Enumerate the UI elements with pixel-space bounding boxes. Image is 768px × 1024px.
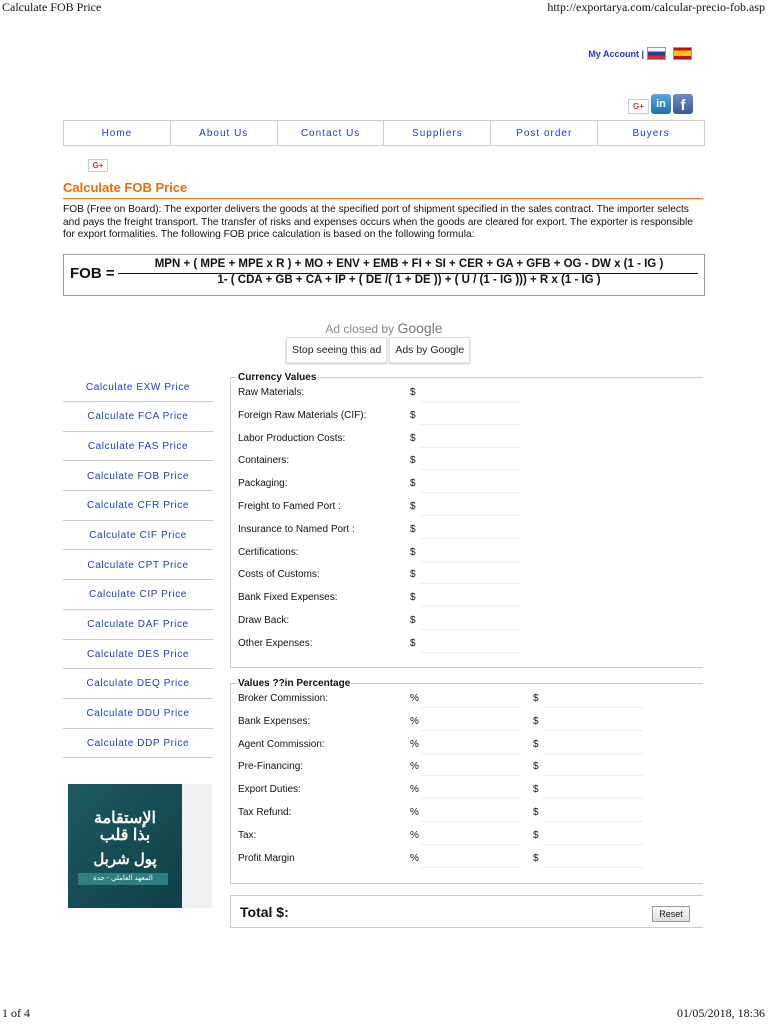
russian-flag-icon[interactable] bbox=[647, 47, 666, 60]
dollar-sign: $ bbox=[533, 761, 539, 773]
sidebar-item-ddu[interactable]: Calculate DDU Price bbox=[63, 700, 213, 729]
profit-margin-percent-input[interactable] bbox=[420, 850, 520, 868]
dollar-sign: $ bbox=[410, 569, 416, 581]
percent-sign: % bbox=[410, 715, 419, 727]
google-logo: Google bbox=[397, 320, 443, 336]
my-account-link[interactable]: My Account | bbox=[588, 48, 644, 59]
percentage-row-bank-expenses bbox=[231, 712, 703, 735]
containers-input[interactable] bbox=[420, 452, 520, 470]
dollar-sign: $ bbox=[410, 455, 416, 467]
percent-sign: % bbox=[410, 761, 419, 773]
currency-values-group bbox=[230, 372, 703, 668]
print-page-number: 1 of 4 bbox=[2, 1006, 30, 1020]
title-divider bbox=[63, 198, 703, 199]
field-label: Costs of Customs: bbox=[238, 569, 320, 581]
broker-commission-percent-input[interactable] bbox=[420, 690, 520, 708]
field-label: Bank Fixed Expenses: bbox=[238, 592, 338, 604]
field-label: Containers: bbox=[238, 455, 290, 467]
field-label: Export Duties: bbox=[238, 784, 301, 796]
field-label: Packaging: bbox=[238, 478, 288, 490]
currency-row-costs-of-customs bbox=[231, 565, 703, 588]
currency-row-packaging bbox=[231, 474, 703, 497]
nav-suppliers[interactable]: Suppliers bbox=[384, 121, 491, 145]
field-label: Tax Refund: bbox=[238, 806, 292, 818]
currency-row-raw-materials bbox=[231, 383, 703, 406]
dollar-sign: $ bbox=[410, 637, 416, 649]
tax-percent-input[interactable] bbox=[420, 827, 520, 845]
bank-fixed-expenses-input[interactable] bbox=[420, 589, 520, 607]
ads-by-google-button[interactable]: Ads by Google bbox=[389, 337, 470, 363]
foreign-raw-materials-cif-input[interactable] bbox=[420, 407, 520, 425]
print-header bbox=[0, 0, 768, 16]
field-label: Draw Back: bbox=[238, 614, 290, 626]
stop-seeing-ad-button[interactable]: Stop seeing this ad bbox=[286, 337, 387, 363]
percent-sign: % bbox=[410, 852, 419, 864]
page-title: Calculate FOB Price bbox=[63, 180, 188, 195]
agent-commission-amount-output[interactable] bbox=[543, 736, 643, 754]
ad-banner-headline: الإستقامة بذا قلب bbox=[94, 810, 156, 844]
google-plus-icon[interactable]: G+ bbox=[628, 99, 649, 114]
fob-formula bbox=[63, 254, 705, 296]
currency-row-draw-back bbox=[231, 611, 703, 634]
currency-row-labor-production-costs bbox=[231, 429, 703, 452]
ad-buttons bbox=[286, 337, 470, 363]
dollar-sign: $ bbox=[533, 784, 539, 796]
field-label: Broker Commission: bbox=[238, 693, 329, 704]
broker-commission-amount-output[interactable] bbox=[543, 690, 643, 708]
percent-sign: % bbox=[410, 784, 419, 796]
freight-to-famed-port-input[interactable] bbox=[420, 498, 520, 516]
google-plus-share-icon[interactable]: G+ bbox=[88, 159, 108, 172]
total-bar bbox=[230, 895, 703, 928]
field-label: Other Expenses: bbox=[238, 637, 313, 649]
field-label: Pre-Financing: bbox=[238, 761, 304, 773]
labor-production-costs-input[interactable] bbox=[420, 430, 520, 448]
sidebar-item-des[interactable]: Calculate DES Price bbox=[63, 640, 213, 669]
sidebar-item-cip[interactable]: Calculate CIP Price bbox=[63, 581, 213, 610]
sidebar-item-ddp[interactable]: Calculate DDP Price bbox=[63, 729, 213, 758]
field-label: Tax: bbox=[238, 829, 257, 841]
percent-sign: % bbox=[410, 829, 419, 841]
percentage-row-pre-financing bbox=[231, 757, 703, 780]
percentage-row-agent-commission bbox=[231, 735, 703, 758]
bank-expenses-amount-output[interactable] bbox=[543, 713, 643, 731]
dollar-sign: $ bbox=[410, 592, 416, 604]
field-label: Profit Margin bbox=[238, 852, 295, 864]
field-label: Agent Commission: bbox=[238, 738, 325, 750]
nav-about-us[interactable]: About Us bbox=[171, 121, 278, 145]
insurance-to-named-port-input[interactable] bbox=[420, 521, 520, 539]
percentage-row-broker-commission bbox=[231, 689, 703, 712]
tax-refund-amount-output[interactable] bbox=[543, 804, 643, 822]
currency-row-foreign-raw-materials-cif bbox=[231, 406, 703, 429]
nav-buyers[interactable]: Buyers bbox=[632, 127, 670, 139]
sidebar bbox=[63, 373, 213, 759]
field-label: Bank Expenses: bbox=[238, 715, 311, 727]
facebook-icon[interactable]: f bbox=[673, 94, 693, 114]
dollar-sign: $ bbox=[533, 806, 539, 818]
nav-post-order[interactable]: Post order bbox=[491, 121, 598, 145]
dollar-sign: $ bbox=[533, 715, 539, 727]
ad-closed-text: Ad closed by bbox=[325, 322, 395, 336]
nav-contact-us[interactable]: Contact Us bbox=[278, 121, 385, 145]
field-label: Certifications: bbox=[238, 546, 299, 558]
sidebar-item-exw[interactable]: Calculate EXW Price bbox=[63, 373, 213, 402]
ad-banner-edge bbox=[182, 784, 212, 908]
percentage-row-profit-margin bbox=[231, 849, 703, 872]
pre-financing-amount-output[interactable] bbox=[543, 758, 643, 776]
currency-row-certifications bbox=[231, 543, 703, 566]
certifications-input[interactable] bbox=[420, 544, 520, 562]
percent-sign: % bbox=[410, 738, 419, 750]
spanish-flag-icon[interactable] bbox=[673, 47, 692, 60]
sidebar-item-daf[interactable]: Calculate DAF Price bbox=[63, 611, 213, 640]
percentage-values-legend: Values ??in Percentage bbox=[238, 678, 351, 689]
dollar-sign: $ bbox=[533, 852, 539, 864]
print-title: Calculate FOB Price bbox=[2, 0, 102, 14]
export-duties-percent-input[interactable] bbox=[420, 781, 520, 799]
costs-of-customs-input[interactable] bbox=[420, 566, 520, 584]
percentage-values-group bbox=[230, 678, 703, 884]
intro-text: FOB (Free on Board): The exporter delivers the goods at the specified port of shipment specified in the sales contract. The importer selects and pays the freight transport. The transfer of risks and expenses occurs when the goods are cleared for export. The exporter is responsible for export formalities. The following FOB price calculation is based on the following formula: bbox=[63, 204, 693, 240]
social-links bbox=[628, 94, 693, 114]
packaging-input[interactable] bbox=[420, 475, 520, 493]
sidebar-item-deq[interactable]: Calculate DEQ Price bbox=[63, 670, 213, 699]
percent-sign: % bbox=[410, 693, 419, 704]
draw-back-input[interactable] bbox=[420, 612, 520, 630]
reset-button[interactable]: Reset bbox=[652, 906, 690, 922]
print-datetime: 01/05/2018, 18:36 bbox=[676, 1006, 765, 1020]
sidebar-item-fca[interactable]: Calculate FCA Price bbox=[63, 403, 213, 432]
dollar-sign: $ bbox=[410, 432, 416, 444]
formula-label: FOB = bbox=[70, 265, 115, 282]
ad-banner-image[interactable] bbox=[68, 784, 182, 908]
total-label: Total $: bbox=[240, 904, 289, 920]
nav-home[interactable]: Home bbox=[64, 121, 171, 145]
dollar-sign: $ bbox=[410, 409, 416, 421]
dollar-sign: $ bbox=[410, 546, 416, 558]
dollar-sign: $ bbox=[533, 829, 539, 841]
field-label: Raw Materials: bbox=[238, 387, 305, 398]
formula-numerator: MPN + ( MPE + MPE x R ) + MO + ENV + EMB + FI + SI + CER + GA + GFB + OG - DW x (1 - IG ) bbox=[154, 258, 664, 270]
dollar-sign: $ bbox=[410, 478, 416, 490]
currency-row-bank-fixed-expenses bbox=[231, 588, 703, 611]
pre-financing-percent-input[interactable] bbox=[420, 758, 520, 776]
currency-row-containers bbox=[231, 451, 703, 474]
field-label: Foreign Raw Materials (CIF): bbox=[238, 409, 367, 421]
percentage-row-tax-refund bbox=[231, 803, 703, 826]
field-label: Freight to Famed Port : bbox=[238, 500, 341, 512]
dollar-sign: $ bbox=[410, 523, 416, 535]
main-nav bbox=[63, 120, 705, 146]
raw-materials-input[interactable] bbox=[420, 384, 520, 402]
currency-row-other-expenses bbox=[231, 634, 703, 657]
ad-banner-name: پول شربل bbox=[93, 851, 157, 868]
dollar-sign: $ bbox=[533, 738, 539, 750]
sidebar-item-cif[interactable]: Calculate CIF Price bbox=[63, 521, 213, 550]
profit-margin-amount-output[interactable] bbox=[543, 850, 643, 868]
dollar-sign: $ bbox=[410, 387, 416, 398]
sidebar-item-cpt[interactable]: Calculate CPT Price bbox=[63, 551, 213, 580]
dollar-sign: $ bbox=[410, 614, 416, 626]
agent-commission-percent-input[interactable] bbox=[420, 736, 520, 754]
dollar-sign: $ bbox=[410, 500, 416, 512]
print-url: http://exportarya.com/calcular-precio-fob.asp bbox=[547, 0, 765, 14]
currency-row-freight-to-famed-port bbox=[231, 497, 703, 520]
ad-banner-tag: المعهد العاملي - جدة bbox=[78, 873, 168, 885]
formula-denominator: 1- ( CDA + GB + CA + IP + ( DE /( 1 + DE )) + ( U / (1 - IG ))) + R x (1 - IG ) bbox=[217, 274, 601, 286]
tax-amount-output[interactable] bbox=[543, 827, 643, 845]
tax-refund-percent-input[interactable] bbox=[420, 804, 520, 822]
currency-values-legend: Currency Values bbox=[238, 372, 317, 383]
percent-sign: % bbox=[410, 806, 419, 818]
bank-expenses-percent-input[interactable] bbox=[420, 713, 520, 731]
print-footer bbox=[0, 1006, 768, 1024]
field-label: Labor Production Costs: bbox=[238, 432, 346, 444]
sidebar-item-cfr[interactable]: Calculate CFR Price bbox=[63, 492, 213, 521]
sidebar-item-fas[interactable]: Calculate FAS Price bbox=[63, 432, 213, 461]
percentage-row-tax bbox=[231, 826, 703, 849]
export-duties-amount-output[interactable] bbox=[543, 781, 643, 799]
account-bar bbox=[588, 47, 692, 60]
other-expenses-input[interactable] bbox=[420, 635, 520, 653]
linkedin-icon[interactable]: in bbox=[651, 94, 671, 114]
currency-row-insurance-to-named-port bbox=[231, 520, 703, 543]
field-label: Insurance to Named Port : bbox=[238, 523, 355, 535]
percentage-row-export-duties bbox=[231, 780, 703, 803]
sidebar-item-fob[interactable]: Calculate FOB Price bbox=[63, 462, 213, 491]
ad-closed-notice bbox=[0, 320, 768, 336]
dollar-sign: $ bbox=[533, 693, 539, 704]
